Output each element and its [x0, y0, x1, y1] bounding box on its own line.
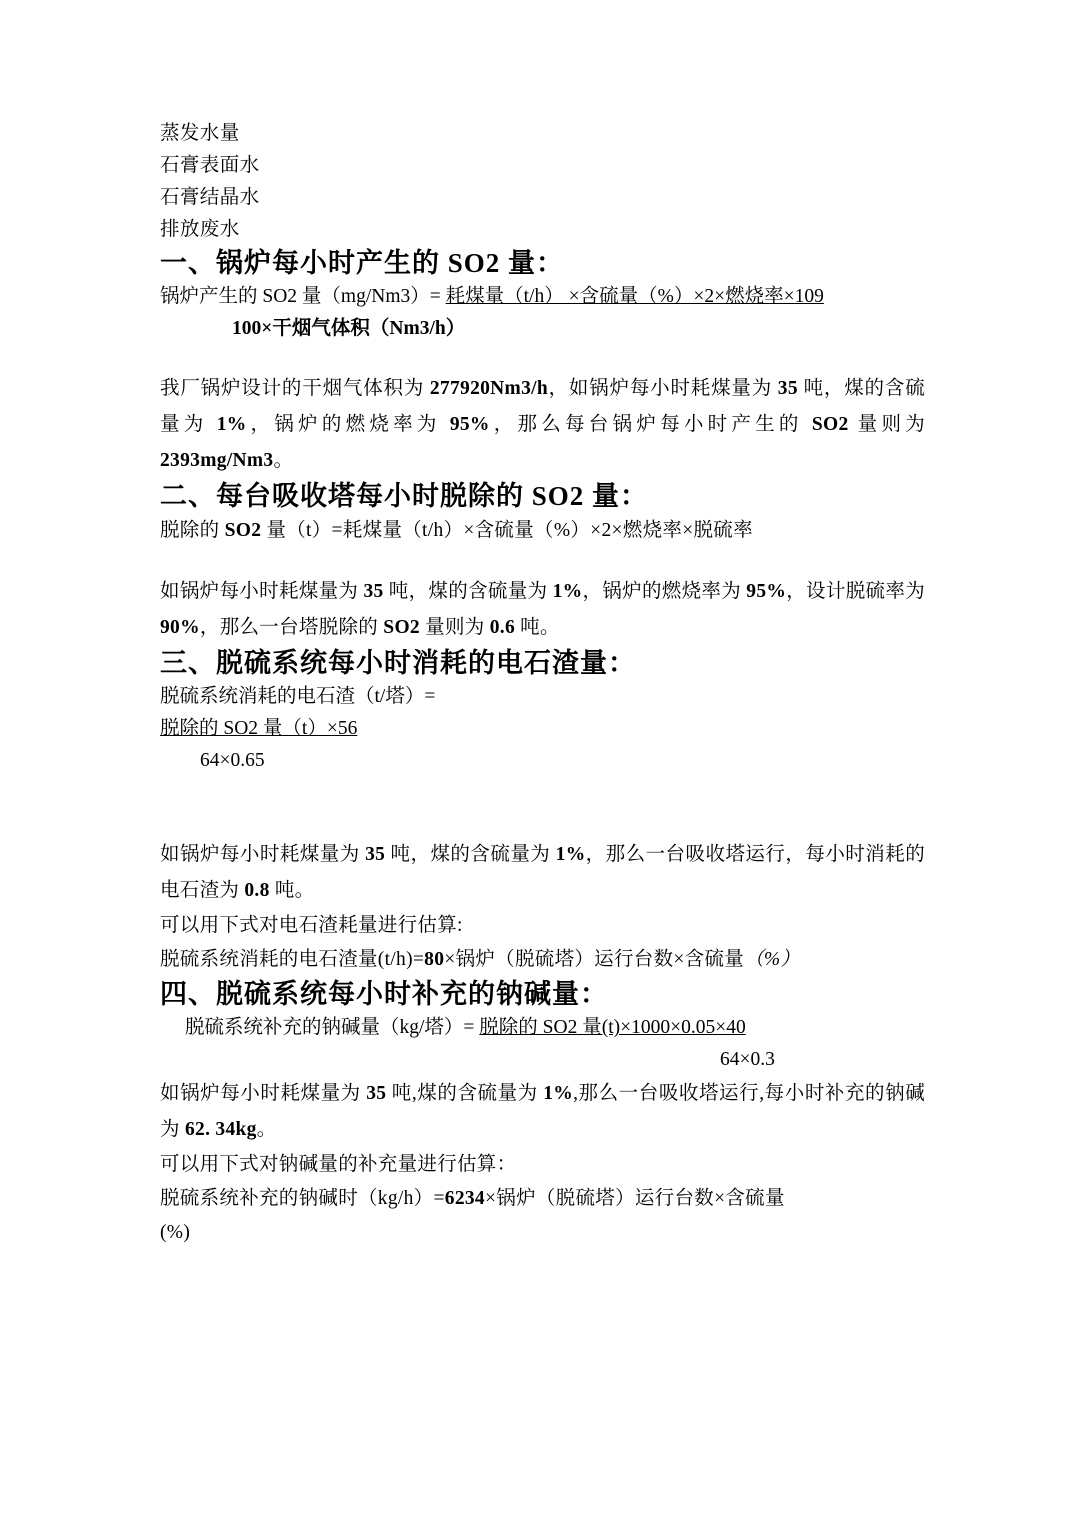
section-3-formula-denominator: 64×0.65 [200, 750, 265, 772]
section-3-heading: 三、脱硫系统每小时消耗的电石渣量： [160, 648, 636, 679]
section-1-heading: 一、锅炉每小时产生的 SO2 量： [160, 248, 565, 278]
section-2-paragraph: 如锅炉每小时耗煤量为 35 吨，煤的含硫量为 1%，锅炉的燃烧率为 95%，设计脱硫率为 90%，那么一台塔脱除的 SO2 量则为 0.6 吨。 [160, 581, 925, 639]
section-1-paragraph: 我厂锅炉设计的干烟气体积为 277920Nm3/h，如锅炉每小时耗煤量为 35 吨，煤的含硫量为 1%，锅炉的燃烧率为 95%，那么每台锅炉每小时产生的 SO2 量则为 2393mg/Nm3。 [160, 378, 926, 472]
section-3-formula-label: 脱硫系统消耗的电石渣（t/塔）= [160, 686, 436, 708]
section-4-heading: 四、脱硫系统每小时补充的钠碱量： [160, 979, 608, 1010]
intro-item-4: 排放废水 [160, 219, 240, 240]
intro-item-3: 石膏结晶水 [160, 187, 260, 208]
section-3-paragraph: 如锅炉每小时耗煤量为 35 吨，煤的含硫量为 1%，那么一台吸收塔运行，每小时消耗的电石渣为 0.8 吨。 [160, 844, 926, 902]
section-4-paragraph: 如锅炉每小时耗煤量为 35 吨,煤的含硫量为 1%,那么一台吸收塔运行,每小时补充的钠碱为 62. 34kg。 [160, 1083, 925, 1141]
section-1-formula [160, 281, 925, 313]
section-1-formula-label: 锅炉产生的 SO2 量（mg/Nm3）= [160, 286, 441, 308]
section-3-formula-numerator: 脱除的 SO2 量（t）×56 [160, 718, 358, 740]
section-4-formula-label: 脱硫系统补充的钠碱量（kg/塔）= [185, 1017, 475, 1039]
intro-list [160, 118, 925, 246]
intro-item-1: 蒸发水量 [160, 123, 240, 144]
section-4-note-label: 可以用下式对钠碱量的补充量进行估算： [160, 1154, 517, 1176]
section-4-formula-denominator: 64×0.3 [720, 1049, 775, 1071]
section-4-note-formula: 脱硫系统补充的钠碱时（kg/h）=6234×锅炉（脱硫塔）运行台数×含硫量 [160, 1188, 785, 1210]
section-4-formula-numerator: 脱除的 SO2 量(t)×1000×0.05×40 [479, 1017, 746, 1039]
section-1-formula-denominator: 100×干烟气体积（Nm3/h） [232, 318, 466, 340]
section-4-note-formula-cont: (%) [160, 1222, 191, 1244]
section-2-heading: 二、每台吸收塔每小时脱除的 SO2 量： [160, 481, 649, 512]
section-2-formula: 脱除的 SO2 量（t）=耗煤量（t/h）×含硫量（%）×2×燃烧率×脱硫率 [160, 520, 753, 542]
section-4-formula [160, 1012, 925, 1044]
section-3-note-formula: 脱硫系统消耗的电石渣量(t/h)=80×锅炉（脱硫塔）运行台数×含硫量（%） [160, 949, 801, 971]
section-3-note-label: 可以用下式对电石渣耗量进行估算: [160, 915, 463, 937]
section-1-formula-numerator: 耗煤量（t/h） ×含硫量（%）×2×燃烧率×109 [445, 286, 824, 308]
intro-item-2: 石膏表面水 [160, 155, 260, 176]
